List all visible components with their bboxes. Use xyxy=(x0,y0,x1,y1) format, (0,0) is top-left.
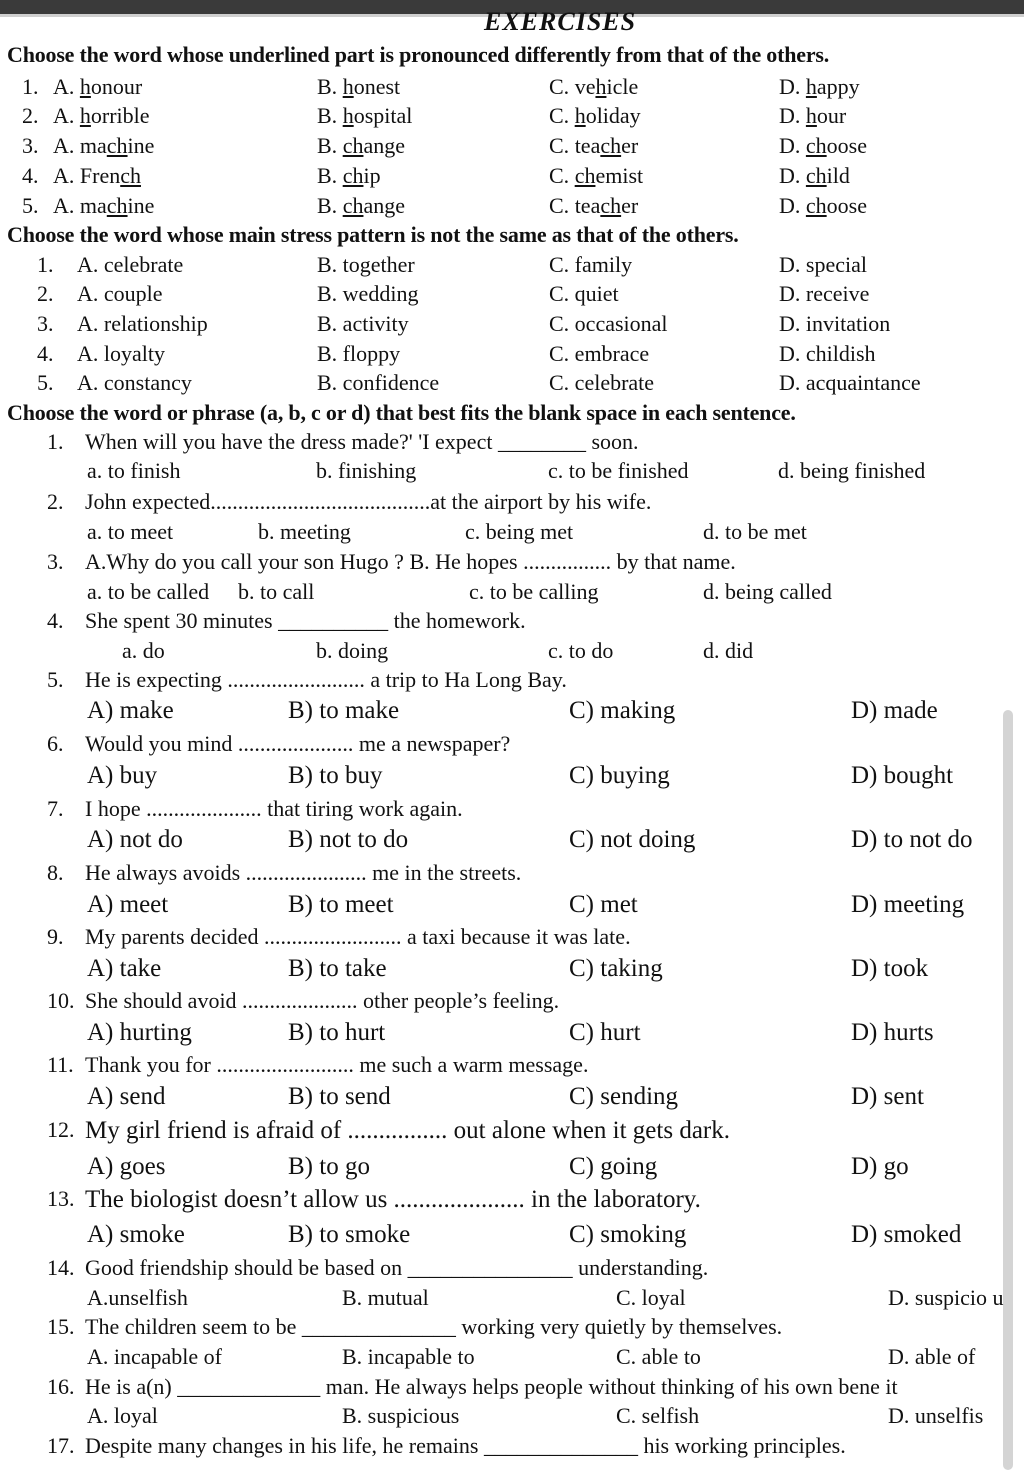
question-number: 3. xyxy=(47,549,64,574)
question-stem: Despite many changes in his life, he remains ______________ his working principles. xyxy=(85,1433,846,1458)
option-d[interactable]: D) go xyxy=(851,1153,909,1180)
option-a[interactable]: A. loyal xyxy=(87,1403,158,1428)
option-a[interactable]: A. constancy xyxy=(77,370,192,395)
option-a[interactable]: A) not do xyxy=(87,826,183,853)
option-c[interactable]: C. chemist xyxy=(549,163,644,188)
option-c[interactable]: c. to be calling xyxy=(469,579,599,604)
option-c[interactable]: C) sending xyxy=(569,1083,679,1110)
option-a[interactable]: A) send xyxy=(87,1083,166,1110)
question-stem: A.Why do you call your son Hugo ? B. He hopes ................ by that name. xyxy=(85,549,736,574)
option-d[interactable]: D. unselfis xyxy=(888,1403,984,1428)
option-a[interactable]: a. to finish xyxy=(87,458,181,483)
option-a[interactable]: A) make xyxy=(87,697,174,724)
option-a[interactable]: a. do xyxy=(122,638,165,663)
option-c[interactable]: C. occasional xyxy=(549,311,668,336)
option-d[interactable]: d. being called xyxy=(703,579,832,604)
question-stem: Would you mind ..................... me a newspaper? xyxy=(85,731,511,756)
option-b[interactable]: b. to call xyxy=(238,579,315,604)
option-c[interactable]: c. being met xyxy=(465,519,574,544)
option-d[interactable]: D. acquaintance xyxy=(779,370,921,395)
section-1-heading: Choose the word whose underlined part is pronounced differently from that of the others. xyxy=(7,42,830,67)
option-d[interactable]: d. did xyxy=(703,638,754,663)
question-number: 4. xyxy=(37,341,54,366)
option-d[interactable]: D. able of xyxy=(888,1344,976,1369)
option-a[interactable]: A) smoke xyxy=(87,1221,185,1248)
option-b[interactable]: B. hospital xyxy=(317,103,413,128)
section-3-heading: Choose the word or phrase (a, b, c or d) that best fits the blank space in each sentence. xyxy=(7,400,796,425)
question-number: 3. xyxy=(22,133,39,158)
option-a[interactable]: A. honour xyxy=(53,74,143,99)
option-b[interactable]: B. floppy xyxy=(317,341,401,366)
question-number: 6. xyxy=(47,731,64,756)
option-c[interactable]: C) buying xyxy=(569,762,670,789)
option-d[interactable]: d. to be met xyxy=(703,519,807,544)
option-c[interactable]: c. to do xyxy=(548,638,614,663)
question-number: 13. xyxy=(47,1186,75,1211)
option-d[interactable]: D) bought xyxy=(851,762,954,789)
scrollbar[interactable] xyxy=(1003,710,1013,1470)
question-stem: Thank you for ......................... me such a warm message. xyxy=(85,1052,589,1077)
option-d[interactable]: D. happy xyxy=(779,74,860,99)
option-d[interactable]: D) hurts xyxy=(851,1019,934,1046)
option-b[interactable]: B. chip xyxy=(317,163,381,188)
question-number: 15. xyxy=(47,1314,75,1339)
option-b[interactable]: b. finishing xyxy=(316,458,417,483)
option-a[interactable]: A.unselfish xyxy=(87,1285,188,1310)
option-d[interactable]: D) sent xyxy=(851,1083,924,1110)
option-b[interactable]: B. change xyxy=(317,133,405,158)
option-b[interactable]: b. doing xyxy=(316,638,389,663)
option-d[interactable]: D. invitation xyxy=(779,311,891,336)
option-b[interactable]: B. incapable to xyxy=(342,1344,475,1369)
option-c[interactable]: C. vehicle xyxy=(549,74,639,99)
option-a[interactable]: A) goes xyxy=(87,1153,166,1180)
option-b[interactable]: B. together xyxy=(317,252,415,277)
option-a[interactable]: A) meet xyxy=(87,891,169,918)
option-c[interactable]: C) not doing xyxy=(569,826,696,853)
option-a[interactable]: A. machine xyxy=(53,193,155,218)
question-number: 4. xyxy=(22,163,39,188)
option-a[interactable]: A. loyalty xyxy=(77,341,165,366)
option-c[interactable]: C. embrace xyxy=(549,341,650,366)
option-b[interactable]: B) to meet xyxy=(288,891,394,918)
question-number: 3. xyxy=(37,311,54,336)
option-c[interactable]: C. quiet xyxy=(549,281,619,306)
question-number: 5. xyxy=(37,370,54,395)
option-c[interactable]: C) met xyxy=(569,891,638,918)
question-stem: When will you have the dress made?' 'I expect ________ soon. xyxy=(85,429,639,454)
question-number: 9. xyxy=(47,924,64,949)
option-a[interactable]: A. couple xyxy=(77,281,163,306)
option-a[interactable]: A. celebrate xyxy=(77,252,184,277)
question-number: 2. xyxy=(37,281,54,306)
question-stem: She should avoid ..................... other people’s feeling. xyxy=(85,988,560,1013)
question-stem: He is a(n) _____________ man. He always helps people without thinking of his own bene it xyxy=(85,1374,898,1399)
option-d[interactable]: D) meeting xyxy=(851,891,965,918)
option-b[interactable]: B. suspicious xyxy=(342,1403,460,1428)
option-b[interactable]: B) to send xyxy=(288,1083,391,1110)
option-d[interactable]: D) to not do xyxy=(851,826,973,853)
option-a[interactable]: a. to be called xyxy=(87,579,210,604)
section-2-heading: Choose the word whose main stress pattern is not the same as that of the others. xyxy=(7,222,739,247)
option-d[interactable]: D) took xyxy=(851,955,929,982)
option-c[interactable]: C. celebrate xyxy=(549,370,655,395)
question-number: 2. xyxy=(22,103,39,128)
option-a[interactable]: A. relationship xyxy=(77,311,208,336)
option-a[interactable]: A. incapable of xyxy=(87,1344,222,1369)
option-a[interactable]: A. machine xyxy=(53,133,155,158)
option-b[interactable]: B. activity xyxy=(317,311,409,336)
question-stem: Good friendship should be based on _______________ understanding. xyxy=(85,1255,709,1280)
option-d[interactable]: D. special xyxy=(779,252,867,277)
question-stem: The children seem to be ______________ working very quietly by themselves. xyxy=(85,1314,783,1339)
option-d[interactable]: D. receive xyxy=(779,281,870,306)
option-b[interactable]: B) to take xyxy=(288,955,387,982)
option-d[interactable]: D. choose xyxy=(779,133,867,158)
option-c[interactable]: C. able to xyxy=(616,1344,701,1369)
question-number: 4. xyxy=(47,608,64,633)
question-number: 8. xyxy=(47,860,64,885)
option-b[interactable]: B. honest xyxy=(317,74,401,99)
option-c[interactable]: C. loyal xyxy=(616,1285,686,1310)
option-d[interactable]: D. hour xyxy=(779,103,847,128)
question-number: 5. xyxy=(47,667,64,692)
option-c[interactable]: C) smoking xyxy=(569,1221,687,1248)
option-c[interactable]: C. teacher xyxy=(549,193,639,218)
option-b[interactable]: b. meeting xyxy=(258,519,351,544)
option-c[interactable]: C) taking xyxy=(569,955,663,982)
question-number: 12. xyxy=(47,1117,75,1142)
option-d[interactable]: D. childish xyxy=(779,341,876,366)
question-number: 7. xyxy=(47,796,64,821)
option-a[interactable]: A. French xyxy=(53,163,141,188)
option-c[interactable]: C. selfish xyxy=(616,1403,700,1428)
option-d[interactable]: D. child xyxy=(779,163,850,188)
question-number: 5. xyxy=(22,193,39,218)
option-b[interactable]: B. mutual xyxy=(342,1285,429,1310)
option-b[interactable]: B) to smoke xyxy=(288,1221,411,1248)
question-stem: John expected........................................at the airport by his wife. xyxy=(85,489,652,514)
question-number: 11. xyxy=(47,1052,74,1077)
question-stem: She spent 30 minutes __________ the homework. xyxy=(85,608,526,633)
option-c[interactable]: C) hurt xyxy=(569,1019,641,1046)
option-c[interactable]: C. teacher xyxy=(549,133,639,158)
option-a[interactable]: A) hurting xyxy=(87,1019,192,1046)
option-c[interactable]: C) making xyxy=(569,697,676,724)
question-stem: My parents decided ......................... a taxi because it was late. xyxy=(85,924,631,949)
option-c[interactable]: C. holiday xyxy=(549,103,641,128)
option-b[interactable]: B) to go xyxy=(288,1153,370,1180)
question-number: 1. xyxy=(37,252,54,277)
option-c[interactable]: C. family xyxy=(549,252,633,277)
option-d[interactable]: D. suspicio u xyxy=(888,1285,1004,1310)
option-a[interactable]: A) take xyxy=(87,955,162,982)
page-title: EXERCISES xyxy=(484,7,637,36)
question-number: 10. xyxy=(47,988,75,1013)
option-d[interactable]: d. being finished xyxy=(778,458,926,483)
question-stem: The biologist doesn’t allow us ..................... in the laboratory. xyxy=(85,1186,701,1213)
option-c[interactable]: c. to be finished xyxy=(548,458,689,483)
option-a[interactable]: A. horrible xyxy=(53,103,150,128)
question-number: 14. xyxy=(47,1255,75,1280)
question-stem: My girl friend is afraid of ................ out alone when it gets dark. xyxy=(85,1117,730,1144)
question-number: 1. xyxy=(47,429,64,454)
option-a[interactable]: A) buy xyxy=(87,762,158,789)
question-stem: I hope ..................... that tiring work again. xyxy=(85,796,463,821)
option-b[interactable]: B) to buy xyxy=(288,762,383,789)
question-number: 16. xyxy=(47,1374,75,1399)
option-b[interactable]: B) to hurt xyxy=(288,1019,386,1046)
question-stem: He always avoids ...................... me in the streets. xyxy=(85,860,522,885)
option-d[interactable]: D. choose xyxy=(779,193,867,218)
option-b[interactable]: B) to make xyxy=(288,697,400,724)
option-b[interactable]: B. wedding xyxy=(317,281,419,306)
option-d[interactable]: D) made xyxy=(851,697,938,724)
option-a[interactable]: a. to meet xyxy=(87,519,174,544)
option-b[interactable]: B. confidence xyxy=(317,370,440,395)
question-number: 17. xyxy=(47,1433,75,1458)
question-stem: He is expecting ......................... a trip to Ha Long Bay. xyxy=(85,667,567,692)
option-c[interactable]: C) going xyxy=(569,1153,658,1180)
option-b[interactable]: B. change xyxy=(317,193,405,218)
question-number: 2. xyxy=(47,489,64,514)
option-d[interactable]: D) smoked xyxy=(851,1221,962,1248)
option-b[interactable]: B) not to do xyxy=(288,826,409,853)
question-number: 1. xyxy=(22,74,39,99)
